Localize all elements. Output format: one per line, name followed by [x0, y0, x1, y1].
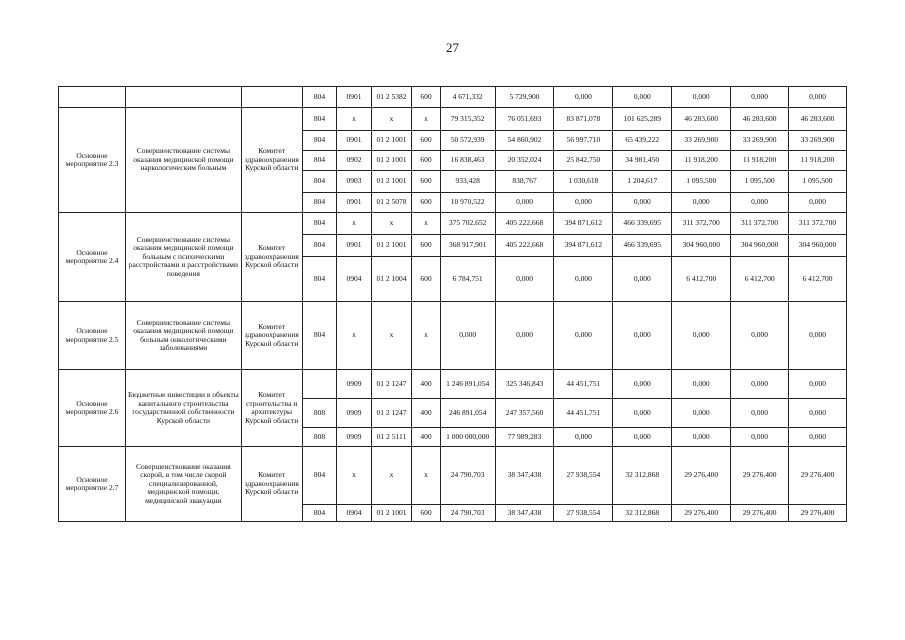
cell-value-2018: 29 276,400: [672, 447, 731, 505]
cell-executor: Комитет здравоохранения Курской области: [241, 213, 302, 302]
table-body: [59, 87, 847, 522]
cell-value-2019: 0,000: [731, 399, 789, 428]
cell-value-2014: 16 838,463: [440, 151, 495, 171]
cell-measure: Основное мероприятие 2.7: [59, 447, 126, 522]
cell-value-2020: 29 276,400: [789, 505, 847, 522]
cell-value-2018: 29 276,400: [672, 505, 731, 522]
cell-code-csr: х: [371, 213, 412, 235]
cell-value-2018: 304 960,000: [672, 235, 731, 257]
cell-value-2016: 44 451,751: [554, 399, 613, 428]
cell-executor: Комитет здравоохранения Курской области: [241, 108, 302, 213]
cell-value-2017: 32 312,868: [613, 505, 672, 522]
cell-value-2018: 46 283,600: [672, 108, 731, 131]
cell-value-2016: 56 997,710: [554, 131, 613, 151]
cell-value-2017: 65 439,222: [613, 131, 672, 151]
cell-value-2014: 368 917,901: [440, 235, 495, 257]
cell-code-csr: 01 2 1001: [371, 131, 412, 151]
cell-value-2019: 0,000: [731, 370, 789, 399]
cell-code-vr: х: [412, 447, 440, 505]
cell-value-2018: 0,000: [672, 370, 731, 399]
cell-measure: Основное мероприятие 2.4: [59, 213, 126, 302]
cell-code-vr: 600: [412, 257, 440, 302]
cell-executor: [241, 87, 302, 108]
cell-value-2014: 10 970,522: [440, 193, 495, 213]
cell-description: Совершенствование системы оказания медицинской помощи больным с психическими расстройствами и расстройствами поведения: [126, 213, 242, 302]
cell-code-grbs: 804: [302, 447, 337, 505]
table-row: [59, 87, 847, 108]
cell-code-rzpr: 0901: [337, 131, 372, 151]
cell-value-2019: 29 276,400: [731, 447, 789, 505]
cell-code-grbs: 804: [302, 235, 337, 257]
cell-code-rzpr: х: [337, 213, 372, 235]
cell-code-rzpr: 0901: [337, 235, 372, 257]
cell-code-rzpr: 0904: [337, 505, 372, 522]
cell-value-2015: 838,767: [495, 171, 554, 193]
cell-value-2016: 394 871,612: [554, 235, 613, 257]
cell-code-rzpr: 0909: [337, 370, 372, 399]
cell-value-2014: 933,428: [440, 171, 495, 193]
cell-code-vr: 600: [412, 505, 440, 522]
cell-value-2018: 311 372,700: [672, 213, 731, 235]
cell-value-2020: 0,000: [789, 193, 847, 213]
cell-value-2020: 0,000: [789, 87, 847, 108]
cell-value-2017: 101 625,289: [613, 108, 672, 131]
cell-measure: [59, 87, 126, 108]
cell-code-grbs: 804: [302, 131, 337, 151]
cell-code-rzpr: х: [337, 302, 372, 370]
cell-value-2015: 38 347,438: [495, 447, 554, 505]
cell-code-grbs: [302, 370, 337, 399]
cell-description: [126, 87, 242, 108]
table-row: [59, 302, 847, 370]
cell-value-2016: 25 842,750: [554, 151, 613, 171]
page-number: 27: [446, 40, 459, 55]
cell-code-csr: х: [371, 108, 412, 131]
cell-value-2018: 0,000: [672, 428, 731, 447]
cell-executor: Комитет строительства и архитектуры Курской области: [241, 370, 302, 447]
cell-code-rzpr: 0904: [337, 257, 372, 302]
cell-value-2017: 1 204,617: [613, 171, 672, 193]
table-row: [59, 447, 847, 505]
cell-code-vr: 600: [412, 131, 440, 151]
cell-code-rzpr: 0909: [337, 428, 372, 447]
cell-value-2018: 0,000: [672, 87, 731, 108]
cell-value-2019: 0,000: [731, 428, 789, 447]
cell-value-2019: 29 276,400: [731, 505, 789, 522]
cell-value-2015: 247 357,560: [495, 399, 554, 428]
cell-code-rzpr: 0903: [337, 171, 372, 193]
cell-code-grbs: 804: [302, 108, 337, 131]
cell-description: Бюджетные инвестиции в объекты капитального строительства государственной собственности Курской области: [126, 370, 242, 447]
cell-value-2019: 33 269,900: [731, 131, 789, 151]
cell-value-2017: 0,000: [613, 370, 672, 399]
cell-value-2015: 405 222,668: [495, 213, 554, 235]
cell-value-2020: 0,000: [789, 370, 847, 399]
cell-value-2019: 304 960,000: [731, 235, 789, 257]
cell-code-rzpr: 0901: [337, 87, 372, 108]
cell-code-vr: х: [412, 108, 440, 131]
cell-value-2020: 0,000: [789, 399, 847, 428]
cell-value-2014: 6 784,751: [440, 257, 495, 302]
cell-value-2014: 375 702,652: [440, 213, 495, 235]
cell-code-csr: 01 2 1004: [371, 257, 412, 302]
cell-value-2019: 311 372,700: [731, 213, 789, 235]
cell-value-2019: 1 095,500: [731, 171, 789, 193]
cell-value-2016: 44 451,751: [554, 370, 613, 399]
cell-value-2015: 54 860,902: [495, 131, 554, 151]
cell-code-vr: 600: [412, 151, 440, 171]
cell-code-vr: х: [412, 302, 440, 370]
cell-code-csr: 01 2 1247: [371, 399, 412, 428]
cell-value-2015: 325 346,843: [495, 370, 554, 399]
cell-measure: Основное мероприятие 2.5: [59, 302, 126, 370]
cell-code-grbs: 804: [302, 257, 337, 302]
cell-code-vr: 400: [412, 370, 440, 399]
cell-value-2018: 0,000: [672, 399, 731, 428]
cell-value-2015: 38 347,438: [495, 505, 554, 522]
cell-value-2018: 33 269,900: [672, 131, 731, 151]
cell-value-2020: 29 276,400: [789, 447, 847, 505]
cell-code-vr: 600: [412, 87, 440, 108]
cell-value-2015: 405 222,668: [495, 235, 554, 257]
cell-value-2016: 394 871,612: [554, 213, 613, 235]
cell-description: Совершенствование оказания скорой, в том числе скорой специализированной, медицинской помощи, медицинской эвакуации: [126, 447, 242, 522]
cell-value-2015: 20 352,024: [495, 151, 554, 171]
cell-code-grbs: 804: [302, 302, 337, 370]
cell-value-2016: 0,000: [554, 193, 613, 213]
cell-code-vr: 400: [412, 399, 440, 428]
table-row: [59, 370, 847, 399]
cell-value-2017: 0,000: [613, 302, 672, 370]
cell-code-grbs: 804: [302, 193, 337, 213]
cell-code-grbs: 804: [302, 213, 337, 235]
cell-value-2014: 79 315,352: [440, 108, 495, 131]
cell-value-2015: 0,000: [495, 302, 554, 370]
cell-executor: Комитет здравоохранения Курской области: [241, 302, 302, 370]
cell-value-2018: 0,000: [672, 302, 731, 370]
cell-value-2019: 11 918,200: [731, 151, 789, 171]
cell-value-2015: 77 989,283: [495, 428, 554, 447]
cell-value-2015: 0,000: [495, 193, 554, 213]
cell-code-grbs: 808: [302, 399, 337, 428]
cell-code-vr: 400: [412, 428, 440, 447]
cell-code-rzpr: 0901: [337, 193, 372, 213]
cell-value-2019: 46 283,600: [731, 108, 789, 131]
table-row: [59, 213, 847, 235]
cell-value-2016: 0,000: [554, 257, 613, 302]
cell-value-2016: 27 938,554: [554, 505, 613, 522]
cell-value-2020: 311 372,700: [789, 213, 847, 235]
cell-code-grbs: 804: [302, 505, 337, 522]
cell-code-rzpr: 0909: [337, 399, 372, 428]
cell-description: Совершенствование системы оказания медицинской помощи больным онкологическими заболеваниями: [126, 302, 242, 370]
cell-value-2016: 0,000: [554, 302, 613, 370]
cell-executor: Комитет здравоохранения Курской области: [241, 447, 302, 522]
cell-code-csr: 01 2 1001: [371, 151, 412, 171]
cell-code-csr: 01 2 5382: [371, 87, 412, 108]
cell-value-2019: 0,000: [731, 87, 789, 108]
cell-value-2014: 4 671,332: [440, 87, 495, 108]
cell-code-grbs: 808: [302, 428, 337, 447]
cell-code-csr: х: [371, 447, 412, 505]
cell-code-vr: х: [412, 213, 440, 235]
cell-value-2018: 1 095,500: [672, 171, 731, 193]
cell-value-2015: 0,000: [495, 257, 554, 302]
cell-value-2020: 0,000: [789, 302, 847, 370]
cell-description: Совершенствование системы оказания медицинской помощи наркологическим больным: [126, 108, 242, 213]
cell-measure: Основное мероприятие 2.3: [59, 108, 126, 213]
cell-code-csr: 01 2 5111: [371, 428, 412, 447]
table-row: [59, 108, 847, 131]
cell-value-2016: 27 938,554: [554, 447, 613, 505]
cell-code-csr: х: [371, 302, 412, 370]
cell-value-2018: 0,000: [672, 193, 731, 213]
cell-value-2015: 5 729,900: [495, 87, 554, 108]
cell-value-2017: 34 981,450: [613, 151, 672, 171]
cell-value-2017: 466 339,695: [613, 213, 672, 235]
cell-value-2020: 33 269,900: [789, 131, 847, 151]
cell-code-grbs: 804: [302, 87, 337, 108]
cell-value-2014: 24 790,703: [440, 447, 495, 505]
cell-value-2020: 0,000: [789, 428, 847, 447]
cell-measure: Основное мероприятие 2.6: [59, 370, 126, 447]
cell-value-2014: 24 790,703: [440, 505, 495, 522]
cell-code-csr: 01 2 5078: [371, 193, 412, 213]
cell-code-vr: 600: [412, 235, 440, 257]
cell-value-2016: 1 030,618: [554, 171, 613, 193]
cell-value-2019: 0,000: [731, 193, 789, 213]
cell-value-2014: 0,000: [440, 302, 495, 370]
cell-value-2016: 0,000: [554, 428, 613, 447]
cell-value-2017: 32 312,868: [613, 447, 672, 505]
cell-value-2017: 0,000: [613, 428, 672, 447]
cell-value-2014: 50 572,939: [440, 131, 495, 151]
cell-code-rzpr: х: [337, 108, 372, 131]
cell-value-2016: 83 871,078: [554, 108, 613, 131]
cell-code-grbs: 804: [302, 151, 337, 171]
cell-value-2020: 1 095,500: [789, 171, 847, 193]
cell-value-2019: 6 412,700: [731, 257, 789, 302]
cell-code-csr: 01 2 1247: [371, 370, 412, 399]
cell-code-rzpr: х: [337, 447, 372, 505]
cell-value-2014: 1 000 000,000: [440, 428, 495, 447]
cell-value-2020: 46 283,600: [789, 108, 847, 131]
cell-value-2014: 1 246 891,054: [440, 370, 495, 399]
cell-value-2018: 11 918,200: [672, 151, 731, 171]
cell-value-2017: 0,000: [613, 193, 672, 213]
cell-value-2017: 466 339,695: [613, 235, 672, 257]
cell-value-2020: 304 960,000: [789, 235, 847, 257]
cell-code-rzpr: 0902: [337, 151, 372, 171]
cell-value-2017: 0,000: [613, 399, 672, 428]
cell-code-csr: 01 2 1001: [371, 171, 412, 193]
cell-value-2015: 76 051,693: [495, 108, 554, 131]
cell-code-vr: 600: [412, 193, 440, 213]
cell-value-2017: 0,000: [613, 87, 672, 108]
cell-code-csr: 01 2 1001: [371, 505, 412, 522]
cell-value-2014: 246 891,054: [440, 399, 495, 428]
cell-value-2017: 0,000: [613, 257, 672, 302]
budget-table: [58, 86, 847, 522]
cell-value-2018: 6 412,700: [672, 257, 731, 302]
cell-value-2020: 6 412,700: [789, 257, 847, 302]
cell-value-2019: 0,000: [731, 302, 789, 370]
cell-value-2020: 11 918,200: [789, 151, 847, 171]
cell-value-2016: 0,000: [554, 87, 613, 108]
cell-code-csr: 01 2 1001: [371, 235, 412, 257]
cell-code-vr: 600: [412, 171, 440, 193]
cell-code-grbs: 804: [302, 171, 337, 193]
